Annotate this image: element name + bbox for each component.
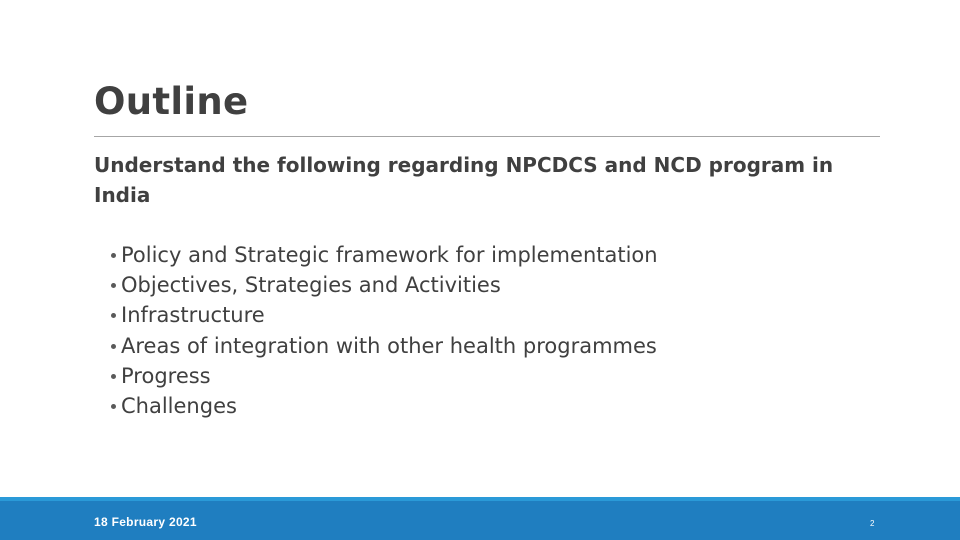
bullet-text: Objectives, Strategies and Activities: [121, 273, 501, 298]
slide-subtitle: Understand the following regarding NPCDCS and NCD program in India: [94, 153, 834, 207]
bullet-dot-icon: [111, 374, 116, 379]
bullet-dot-icon: [111, 283, 116, 288]
title-divider: [94, 136, 880, 137]
bullet-dot-icon: [111, 253, 116, 258]
footer-page-number: 2: [870, 519, 875, 528]
bullet-dot-icon: [111, 313, 116, 318]
bullet-text: Progress: [121, 363, 211, 388]
bullet-text: Challenges: [121, 393, 237, 418]
slide-title: Outline: [94, 80, 249, 123]
footer-accent-line: [0, 497, 960, 501]
bullet-text: Infrastructure: [121, 303, 265, 328]
bullet-dot-icon: [111, 344, 116, 349]
bullet-text: Policy and Strategic framework for implementation: [121, 243, 658, 267]
bullet-text: Areas of integration with other health programmes: [121, 333, 657, 358]
bullet-dot-icon: [111, 404, 116, 409]
footer-date: 18 February 2021: [94, 515, 197, 529]
